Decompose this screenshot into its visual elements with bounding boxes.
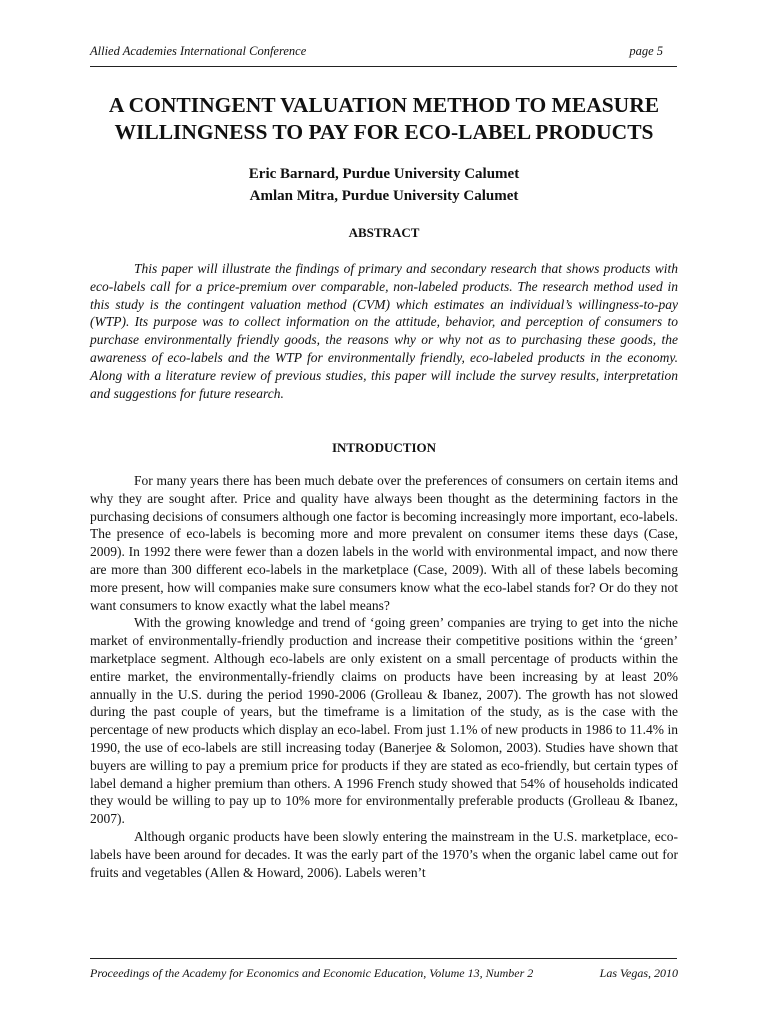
abstract-heading: ABSTRACT: [348, 225, 420, 240]
footer-proceedings: Proceedings of the Academy for Economics and Economic Education, Volume 13, Number 2: [90, 966, 534, 980]
header-conference: Allied Academies International Conference: [90, 44, 307, 58]
author-line: Amlan Mitra, Purdue University Calumet: [249, 188, 519, 204]
header-rule: [90, 66, 677, 67]
running-footer: [90, 966, 678, 981]
author-list: [60, 163, 708, 207]
introduction-body: [90, 472, 678, 881]
header-page-number: page 5: [629, 44, 663, 58]
introduction-heading: INTRODUCTION: [331, 440, 436, 455]
abstract-text: This paper will illustrate the findings of primary and secondary research that shows products with eco-labels call for a price-premium over comparable, non-labeled products. The research method used in this study is the contingent valuation method (CVM) which estimates an individual’s willingness-to-pay (WTP). Its purpose was to collect information on the attitude, behavior, and perception of consumers to purchase environmentally friendly goods, the reasons why or why not as to purchasing these goods, the awareness of eco-labels and the WTP for environmentally friendly, eco-labeled products in the economy. Along with a literature review of previous studies, this paper will include the survey results, interpretation and suggestions for future research.: [90, 261, 678, 401]
footer-rule: [90, 958, 677, 959]
body-paragraph: Although organic products have been slowly entering the mainstream in the U.S. marketplace, eco-labels have been around for decades. It was the early part of the 1970’s when the organic label came out for fruits and vegetables (Allen & Howard, 2006). Labels weren’t: [90, 828, 678, 880]
body-paragraph: With the growing knowledge and trend of ‘going green’ companies are trying to get into the niche market of environmentally-friendly production and increase their competitive positions within the ‘green’ marketplace segment. Although eco-labels are only existent on a small percentage of products within the entire market, the environmentally-friendly claims on products have been increasing by at least 20% annually in the U.S. during the period 1990-2006 (Grolleau & Ibanez, 2007). The growth has not slowed during the past couple of years, but the timeframe is a limitation of the study, as is the case with the percentage of new products which display an eco-label. From just 1.1% of new products in 1986 to 11.4% in 1990, the use of eco-labels are still increasing today (Banerjee & Solomon, 2003). Studies have shown that buyers are willing to pay a premium price for products if they are stated as eco-friendly, but certain types of label demand a higher premium than others. A 1996 French study showed that 54% of households indicated they would be willing to pay up to 10% more for environmentally preferable products (Grolleau & Ibanez, 2007).: [90, 615, 678, 827]
running-header: [90, 44, 663, 59]
footer-location-year: Las Vegas, 2010: [599, 966, 678, 980]
paper-title: A CONTINGENT VALUATION METHOD TO MEASURE WILLINGNESS TO PAY FOR ECO-LABEL PRODUCTS: [108, 93, 660, 144]
author-line: Eric Barnard, Purdue University Calumet: [248, 166, 520, 182]
body-paragraph: For many years there has been much debate over the preferences of consumers on certain items and why they are sought after. Price and quality have always been thought as the determining factors in the purchasing decisions of consumers although one factor is becoming increasingly more important, eco-labels. The presence of eco-labels is becoming more and more prevalent on consumer items these days (Case, 2009). In 1992 there were fewer than a dozen labels in the world with environmental impact, and now there are more than 300 different eco-labels in the marketplace (Case, 2009). With all of these labels becoming more present, how will companies make sure consumers know what the eco-label stands for? Or do they not want consumers to know exactly what the label means?: [90, 473, 678, 613]
